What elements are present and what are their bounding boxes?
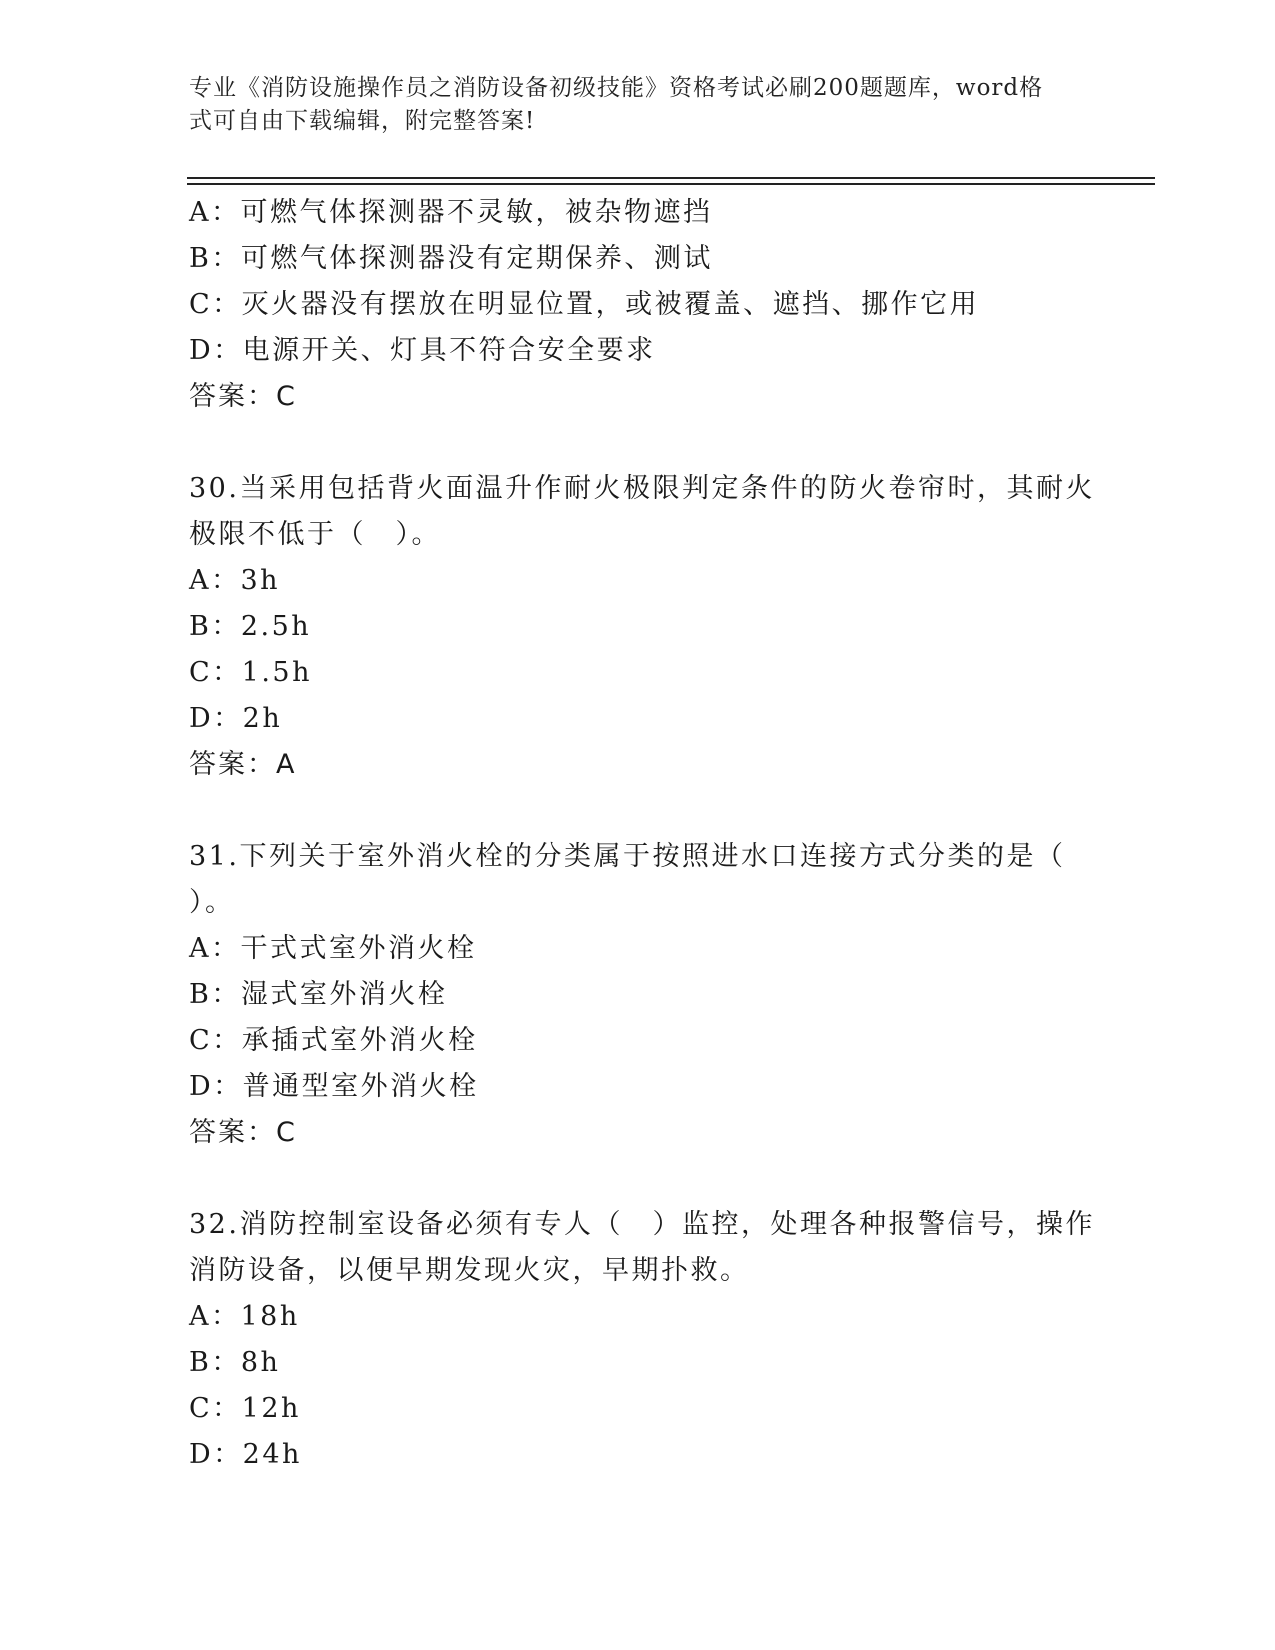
- option-a: A：可燃气体探测器不灵敏，被杂物遮挡: [189, 197, 713, 228]
- option-c: C：12h: [189, 1393, 301, 1424]
- option-b: B：湿式室外消火栓: [189, 979, 448, 1010]
- option-c: C：1.5h: [189, 657, 312, 688]
- header-line-2: 式可自由下载编辑，附完整答案!: [189, 108, 536, 134]
- question-stem-line-1: 30.当采用包括背火面温升作耐火极限判定条件的防火卷帘时，其耐火: [189, 473, 1095, 504]
- question-31: [189, 834, 1089, 1156]
- option-d: D：24h: [189, 1439, 302, 1470]
- question-29: [189, 190, 1089, 420]
- spacer: [189, 420, 1089, 466]
- option-b: B：可燃气体探测器没有定期保养、测试: [189, 243, 713, 274]
- option-d: D：电源开关、灯具不符合安全要求: [189, 335, 656, 366]
- option-d: D：2h: [189, 703, 283, 734]
- header-rule-bottom: [187, 183, 1155, 185]
- question-stem-line-2: ）。: [189, 887, 235, 918]
- question-stem-line-1: 31.下列关于室外消火栓的分类属于按照进水口连接方式分类的是（: [189, 841, 1066, 872]
- option-a: A：3h: [189, 565, 281, 596]
- header-rule-top: [187, 177, 1155, 179]
- answer-line: 答案：C: [189, 1117, 297, 1148]
- option-c: C：承插式室外消火栓: [189, 1025, 478, 1056]
- question-stem-line-2: 极限不低于（ ）。: [189, 519, 441, 550]
- answer-line: 答案：C: [189, 381, 297, 412]
- question-stem-line-1: 32.消防控制室设备必须有专人（ ）监控，处理各种报警信号，操作: [189, 1209, 1095, 1240]
- option-d: D：普通型室外消火栓: [189, 1071, 479, 1102]
- answer-line: 答案：A: [189, 749, 297, 780]
- option-a: A：18h: [189, 1301, 300, 1332]
- question-list: [189, 190, 1095, 1478]
- spacer: [189, 788, 1089, 834]
- spacer: [189, 1156, 1089, 1202]
- option-a: A：干式式室外消火栓: [189, 933, 477, 964]
- question-32: [189, 1202, 1095, 1478]
- option-b: B：8h: [189, 1347, 281, 1378]
- question-30: [189, 466, 1095, 788]
- option-c: C：灭火器没有摆放在明显位置，或被覆盖、遮挡、挪作它用: [189, 289, 980, 320]
- question-stem-line-2: 消防设备，以便早期发现火灾，早期扑救。: [189, 1255, 750, 1286]
- header-line-1: 专业《消防设施操作员之消防设备初级技能》资格考试必刷200题题库，word格: [189, 75, 1044, 101]
- option-b: B：2.5h: [189, 611, 312, 642]
- document-header: [189, 72, 1089, 138]
